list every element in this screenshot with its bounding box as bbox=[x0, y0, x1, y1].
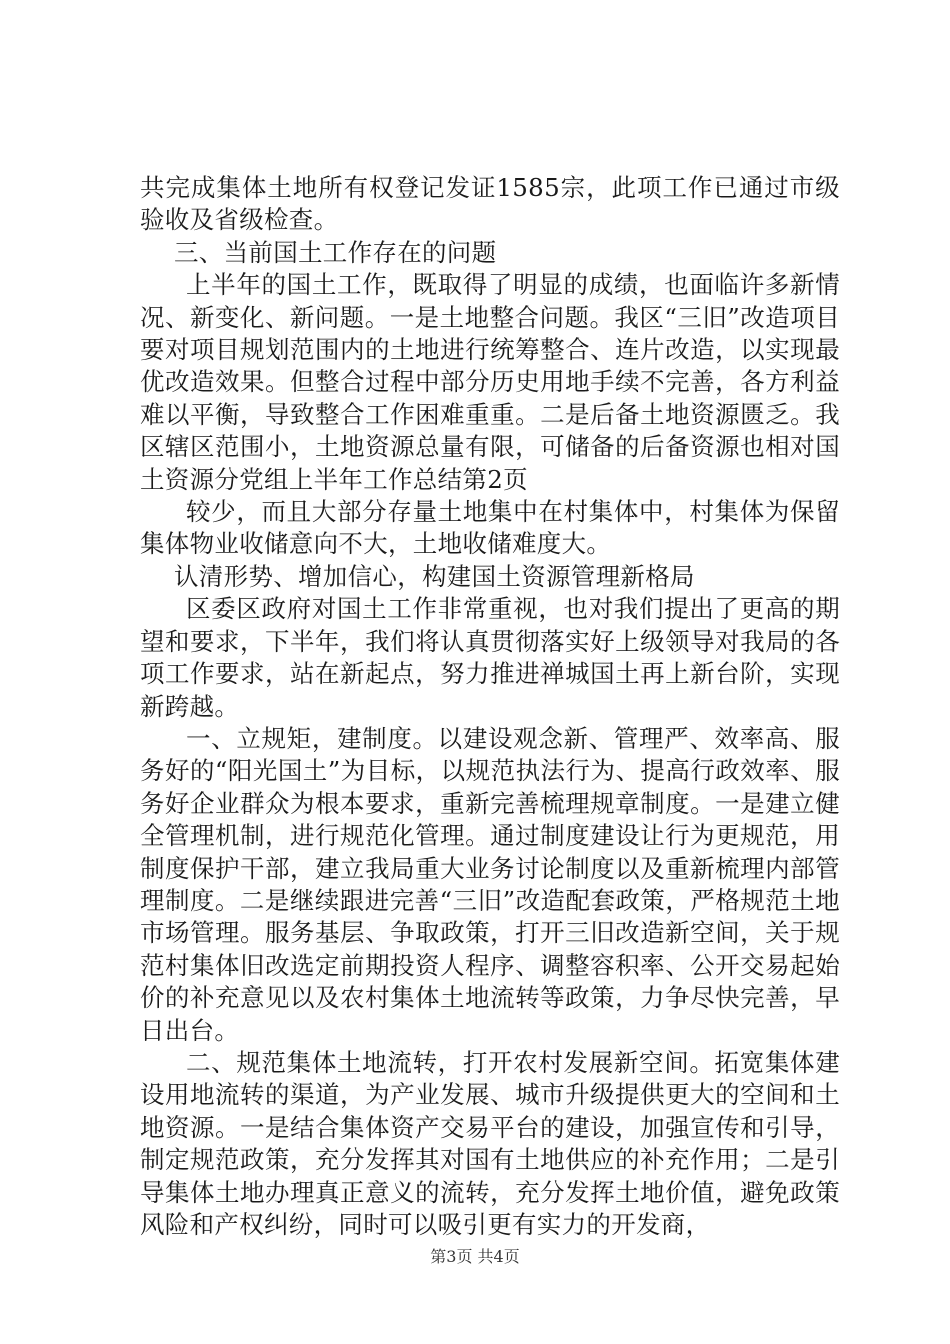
section-heading-problems: 三、当前国土工作存在的问题 bbox=[174, 237, 497, 267]
document-body bbox=[140, 172, 840, 1241]
page-footer: 第3页 共4页 bbox=[430, 1247, 520, 1266]
paragraph-rules-system: 一、立规矩，建制度。以建设观念新、管理严、效率高、服务好的“阳光国土”为目标，以规范执法行为、提高行政效率、服务好企业群众为根本要求，重新完善梳理规章制度。一是建立健全管理机制，进行规范化管理。通过制度建设让行为更规范，用制度保护干部，建立我局重大业务讨论制度以及重新梳理内部管理制度。二是继续跟进完善“三旧”改造配套政策，严格规范土地市场管理。服务基层、争取政策，打开三旧改造新空间，关于规范村集体旧改选定前期投资人程序、调整容积率、公开交易起始价的补充意见以及农村集体土地流转等政策，力争尽快完善，早日出台。 bbox=[140, 723, 840, 1045]
paragraph-problems: 上半年的国土工作，既取得了明显的成绩，也面临许多新情况、新变化、新问题。一是土地整合问题。我区“三旧”改造项目要对项目规划范围内的土地进行统筹整合、连片改造，以实现最优改造效果。但整合过程中部分历史用地手续不完善，各方利益难以平衡，导致整合工作困难重重。二是后备土地资源匮乏。我区辖区范围小，土地资源总量有限，可储备的后备资源也相对国土资源分党组上半年工作总结第2页 bbox=[140, 270, 840, 494]
paragraph-continuation: 共完成集体土地所有权登记发证1585宗，此项工作已通过市级验收及省级检查。 bbox=[140, 173, 840, 235]
paragraph-expectations: 区委区政府对国土工作非常重视，也对我们提出了更高的期望和要求，下半年，我们将认真贯彻落实好上级领导对我局的各项工作要求，站在新起点，努力推进禅城国土再上新台阶，实现新跨越。 bbox=[140, 594, 840, 721]
paragraph-land-storage: 较少，而且大部分存量土地集中在村集体中，村集体为保留集体物业收储意向不大，土地收储难度大。 bbox=[140, 497, 840, 559]
section-heading-new-pattern: 认清形势、增加信心，构建国土资源管理新格局 bbox=[174, 561, 695, 591]
paragraph-collective-land: 二、规范集体土地流转，打开农村发展新空间。拓宽集体建设用地流转的渠道，为产业发展、城市升级提供更大的空间和土地资源。一是结合集体资产交易平台的建设，加强宣传和引导，制定规范政策，充分发挥其对国有土地供应的补充作用；二是引导集体土地办理真正意义的流转，充分发挥土地价值，避免政策风险和产权纠纷，同时可以吸引更有实力的开发商， bbox=[140, 1047, 840, 1239]
